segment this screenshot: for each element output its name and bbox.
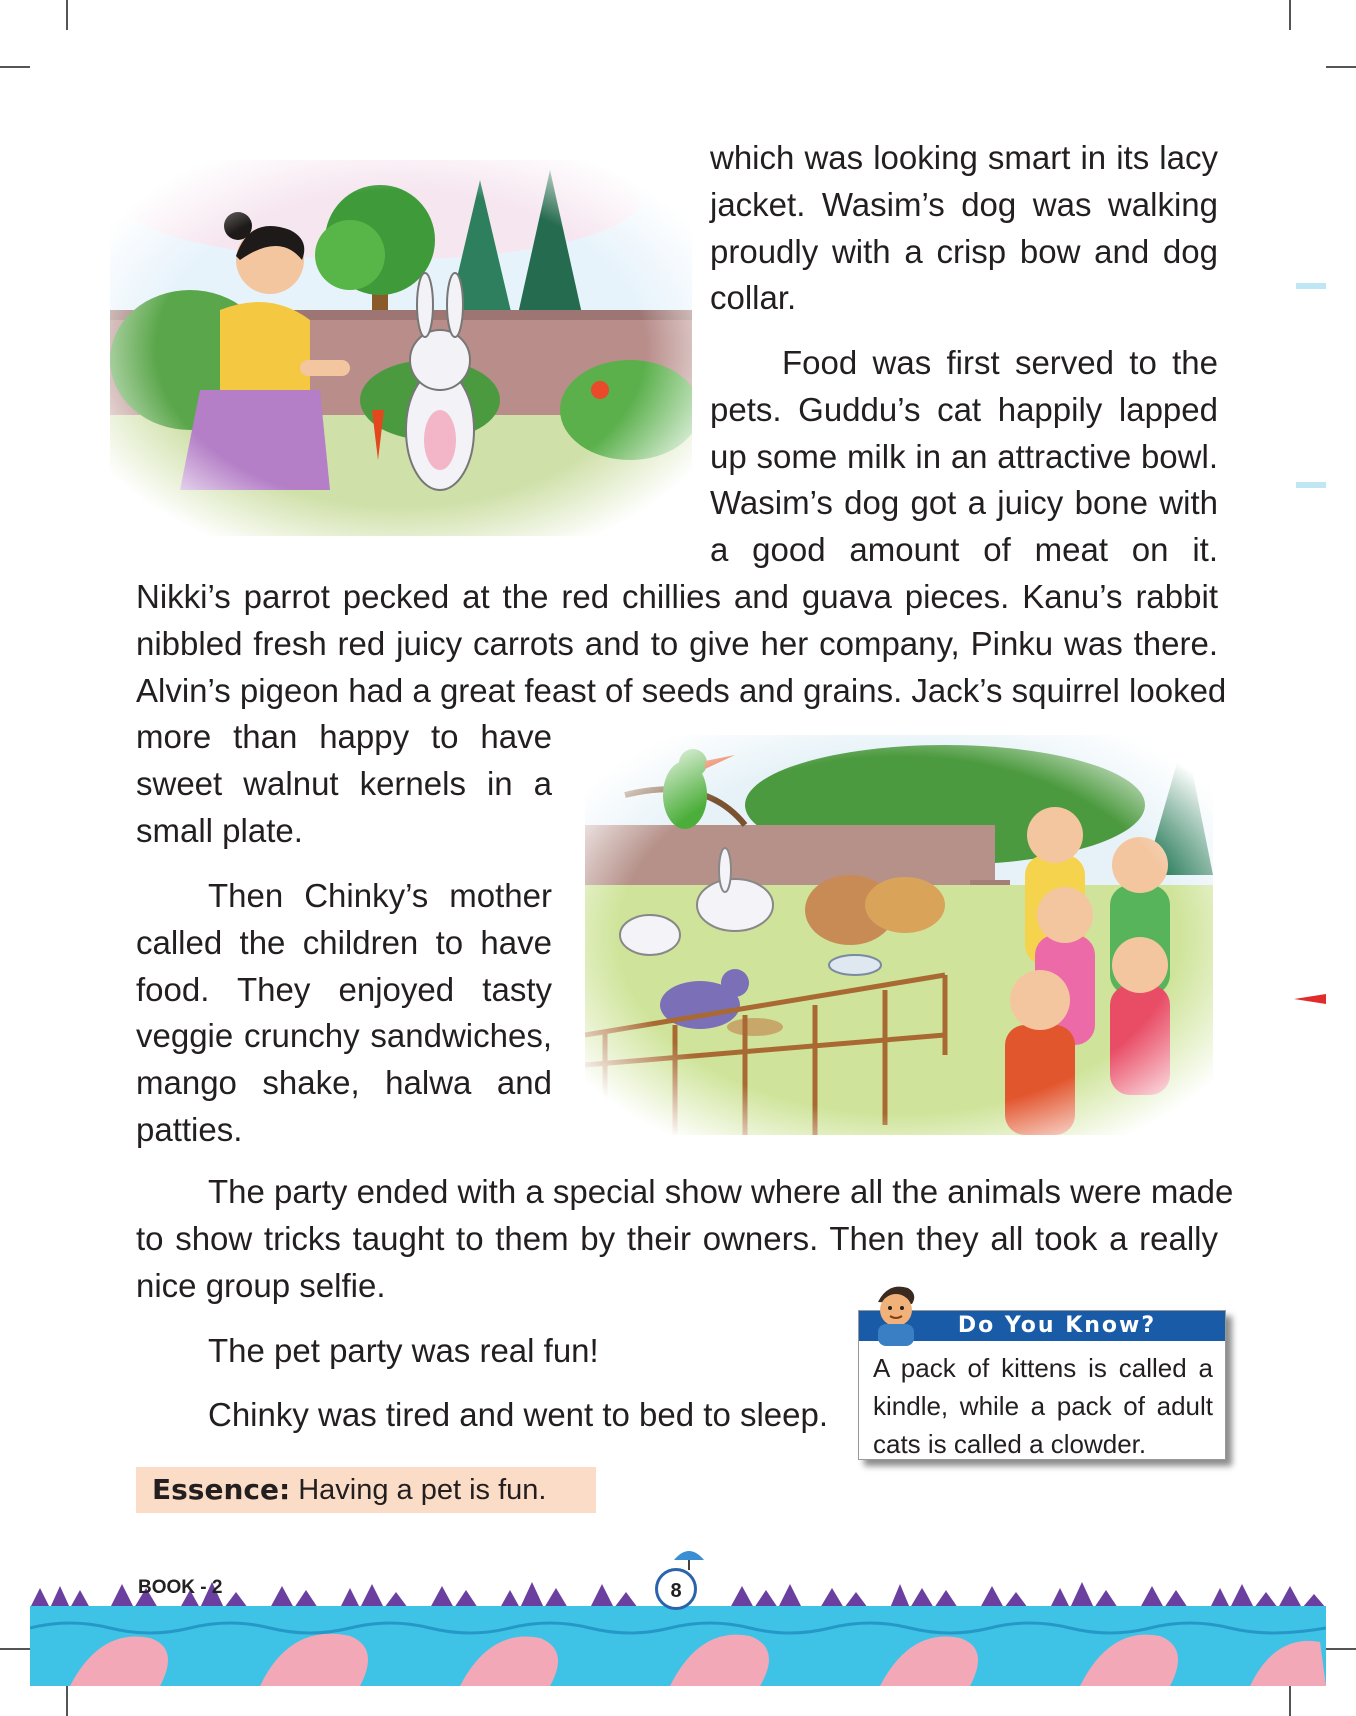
book-label: BOOK - 2 [138, 1577, 223, 1598]
paragraph-1 [710, 135, 1218, 322]
text-line: nibbled fresh red juicy carrots and to give her company, Pinku was there. [136, 624, 1218, 662]
text-line: up some milk in an attractive bowl. [710, 437, 1218, 475]
text-line: A pack of kittens is called a [873, 1353, 1213, 1383]
text-line: to show tricks taught to them by their owners. Then they all took a really [136, 1219, 1218, 1257]
text-line: food. They enjoyed tasty [136, 970, 552, 1008]
crop-mark [1326, 1648, 1356, 1650]
text-line: mango shake, halwa and [136, 1064, 552, 1102]
paragraph-2-right [710, 340, 1218, 574]
crop-mark [1289, 0, 1291, 30]
crop-mark [66, 1686, 68, 1716]
text-line: Alvin’s pigeon had a great feast of seeds and grains. Jack’s squirrel looked [136, 671, 1227, 709]
text-line: cats is called a clowder. [873, 1429, 1147, 1459]
essence-label: Essence: [152, 1473, 291, 1506]
edge-mark [1296, 283, 1326, 289]
text-line: Then Chinky’s mother [208, 877, 552, 914]
crop-mark [0, 1648, 30, 1650]
text-line: patties. [136, 1110, 243, 1148]
crop-mark [66, 0, 68, 30]
text-line: kindle, while a pack of adult [873, 1391, 1213, 1421]
crop-mark [0, 66, 30, 68]
text-line: jacket. Wasim’s dog was walking [710, 185, 1218, 223]
did-you-know-text [873, 1349, 1213, 1463]
text-line: small plate. [136, 811, 303, 849]
crop-mark [1289, 1686, 1291, 1716]
paragraph-4 [136, 1169, 1234, 1309]
text-line: proudly with a crisp bow and dog [710, 232, 1218, 270]
girl-with-rabbit-illustration [110, 160, 692, 536]
text-line: called the children to have [136, 923, 552, 961]
text-line: Wasim’s dog got a juicy bone with [710, 484, 1218, 522]
paragraph-6 [208, 1392, 848, 1439]
text-line: Chinky was tired and went to bed to sleep. [208, 1396, 829, 1433]
text-line: collar. [710, 279, 797, 317]
text-line: The party ended with a special show where all the animals were made [208, 1173, 1234, 1210]
text-line: more than happy to have [136, 718, 552, 755]
text-line: nice group selfie. [136, 1266, 386, 1304]
crop-mark [1326, 66, 1356, 68]
text-line: The pet party was real fun! [208, 1332, 599, 1369]
edge-mark [1294, 994, 1326, 1004]
paragraph-2-full [136, 574, 1227, 714]
essence-text: Having a pet is fun. [290, 1474, 547, 1506]
did-you-know-title: Do You Know? [859, 1311, 1225, 1341]
paragraph-3 [136, 873, 552, 1154]
essence-banner [136, 1467, 596, 1513]
page-number: 8 [655, 1568, 697, 1610]
paragraph-5 [208, 1328, 848, 1375]
text-line: Nikki’s parrot pecked at the red chillies and guava pieces. Kanu’s rabbit [136, 578, 1218, 615]
text-line: pets. Guddu’s cat happily lapped [710, 390, 1218, 428]
boy-mascot-icon [868, 1282, 924, 1346]
text-line: which was looking smart in its lacy [710, 139, 1218, 176]
text-line: a good amount of meat on it. [710, 531, 1218, 569]
pets-feast-illustration [585, 735, 1213, 1135]
text-line: Food was first served to the [782, 344, 1218, 381]
text-line: veggie crunchy sandwiches, [136, 1017, 552, 1055]
paragraph-2-left [136, 714, 552, 854]
text-line: sweet walnut kernels in a [136, 764, 552, 802]
edge-mark [1296, 482, 1326, 488]
